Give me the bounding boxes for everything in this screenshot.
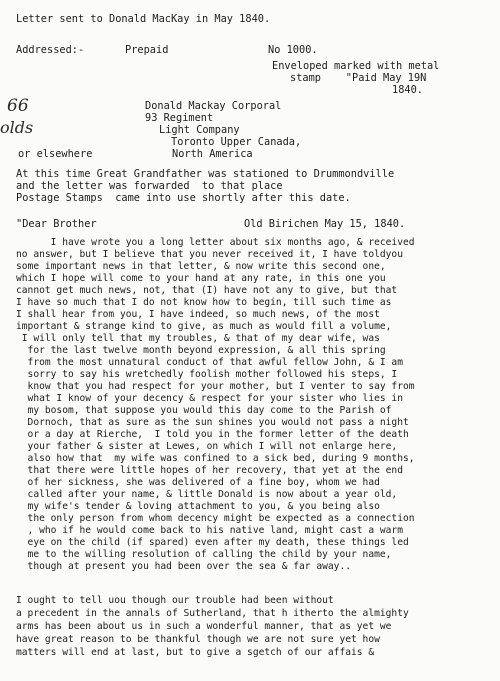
body-line: my wife's tender & loving attachment to you, & you being also (16, 501, 380, 512)
document-title: Letter sent to Donald MacKay in May 1840. (16, 13, 271, 25)
body-line: of her sickness, she was delivered of a fine boy, whom we had (16, 477, 380, 488)
addressed-label: Addressed:- (16, 44, 85, 56)
body-line: called after your name, & little Donald is now about a year old, (16, 489, 398, 500)
body-line: that there were little hopes of her recovery, that yet at the end (16, 465, 403, 476)
address-line-1: Donald Mackay Corporal (145, 100, 282, 112)
body-line: the only person from whom decency might be expected as a connection (16, 513, 415, 524)
body-line: from the most unnatural conduct of that awful fellow John, & I am (16, 357, 403, 368)
body-line: which I hope will come to your hand at any rate, in this one you (16, 273, 386, 284)
envelope-note-3: 1840. (392, 84, 423, 96)
address-line-2: 93 Regiment (145, 112, 214, 124)
body-line: though at present you had been over the sea & far away.. (16, 561, 352, 572)
margin-word: olds (0, 118, 34, 137)
body-line: I will only tell that my troubles, & that of my dear wife, was (16, 333, 380, 344)
body-line: Dornoch, that as sure as the sun shines you would not pass a night (16, 417, 409, 428)
body-line: know that you had respect for your mother, but I venter to say from (16, 381, 415, 392)
body-line: arms has been about us in such a wonderful manner, that as yet we (16, 621, 392, 632)
margin-number: 66 (7, 96, 29, 116)
body-line: eye on the child (if spared) even after my death, these things led (16, 537, 409, 548)
address-line-5: North America (172, 148, 253, 160)
letter-number: No 1000. (268, 44, 318, 56)
body-line: cannot get much news, not, that (I) have not any to give, but that (16, 285, 398, 296)
envelope-note-1: Enveloped marked with metal (272, 60, 440, 72)
body-line: sorry to say his wretchedly foolish mother followed his steps, I (16, 369, 398, 380)
body-line: a precedent in the annals of Sutherland, that h itherto the almighty (16, 608, 409, 619)
body-line: have great reason to be thankful though we are not sure yet how (16, 634, 380, 645)
body-line: I have so much that I do not know how to begin, till such time as (16, 297, 392, 308)
body-line: important & strange kind to give, as much as would fill a volume, (16, 321, 392, 332)
body-line: what I know of your decency & respect for your sister who lies in (16, 393, 403, 404)
body-line: I shall hear from you, I have indeed, so much news, of the most (16, 309, 380, 320)
body-line: , who if he would come back to his native land, might cast a warm (16, 525, 403, 536)
address-line-4: Toronto Upper Canada, (171, 136, 302, 148)
salutation: "Dear Brother (16, 218, 97, 230)
body-line: my bosom, that suppose you would this day come to the Parish of (16, 405, 392, 416)
body-line: also how that my wife was confined to a sick bed, during 9 months, (16, 453, 415, 464)
body-line: your father & sister at Lewes, on which I will not enlarge here, (16, 441, 398, 452)
body-line: some important news in that letter, & now write this second one, (16, 261, 386, 272)
envelope-note-2: stamp "Paid May 19N (290, 72, 427, 84)
body-line: I ought to tell uou though our trouble had been without (16, 595, 334, 606)
or-elsewhere: or elsewhere (18, 148, 93, 160)
body-line: matters will end at last, but to give a sgetch of our affais & (16, 647, 375, 658)
body-line: me to the willing resolution of calling the child by your name, (16, 549, 392, 560)
body-line: or a day at Rierche, I told you in the former letter of the death (16, 429, 409, 440)
note-line-1: At this time Great Grandfather was stationed to Drummondville (16, 168, 395, 180)
body-line: no answer, but I believe that you never received it, I have toldyou (16, 249, 403, 260)
place-date: Old Birichen May 15, 1840. (244, 218, 406, 230)
body-line: I have wrote you a long letter about six months ago, & received (16, 237, 415, 248)
note-line-3: Postage Stamps came into use shortly after this date. (16, 192, 351, 204)
address-line-3: Light Company (159, 124, 240, 136)
note-line-2: and the letter was forwarded to that place (16, 180, 283, 192)
prepaid-label: Prepaid (125, 44, 169, 56)
body-line: for the last twelve month beyond expression, & all this spring (16, 345, 386, 356)
